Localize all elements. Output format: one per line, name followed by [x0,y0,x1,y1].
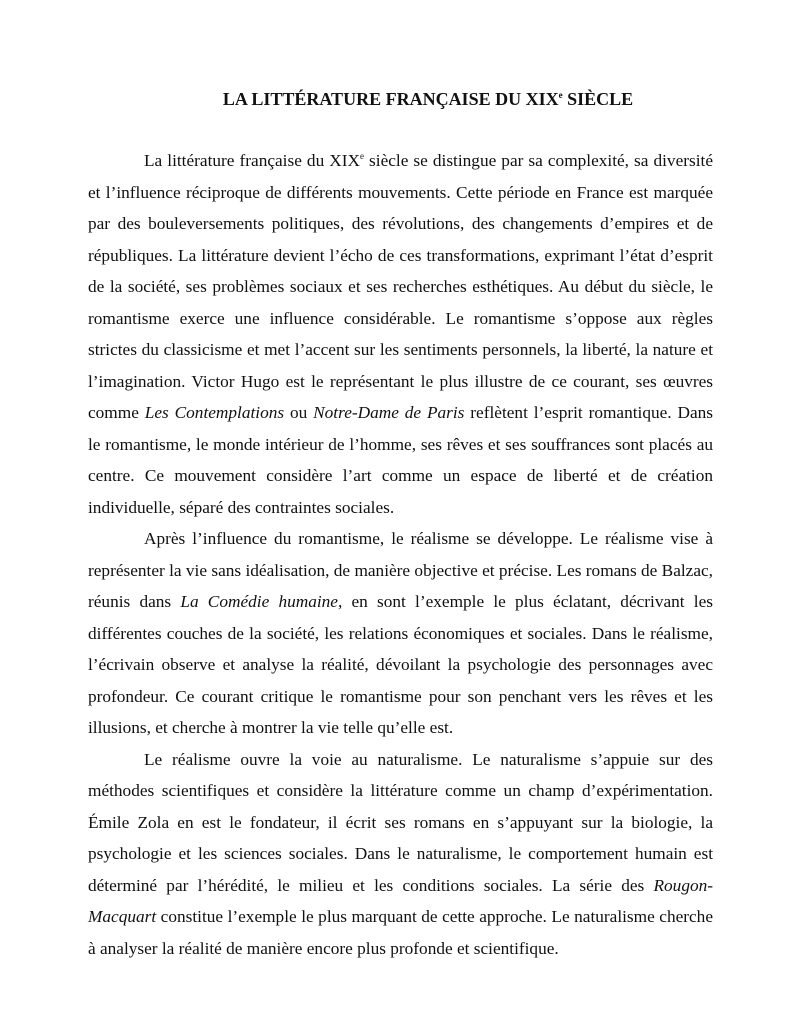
work-title: Notre-Dame de Paris [313,403,465,422]
title-main: LA LITTÉRATURE FRANÇAISE DU XIX [222,89,559,109]
text-run: reflètent l’esprit romantique. Dans le romantisme, le monde intérieur de l’homme, ses rêves et ses souffrances sont placés au centre. Ce mouvement considère l’art comme un espace de liberté et de création individuelle, séparé des contraintes sociales. [88,403,713,517]
work-title: Rougon-Macquart [88,875,713,926]
work-title: Les Contemplations [144,403,285,422]
paragraph-realism [88,523,713,744]
page-title [0,86,800,112]
superscript: e [359,151,364,161]
text-run: constitue l’exemple le plus marquant de cette approche. Le naturalisme cherche à analyser la réalité de manière encore plus profonde et scientifique. [88,907,713,958]
work-title: La Comédie humaine [180,592,338,611]
paragraph-naturalism [88,744,713,965]
text-run: Après l’influence du romantisme, le réalisme se développe. Le réalisme vise à représenter la vie sans idéalisation, de manière objective et précise. Les romans de Balzac, réunis dans [88,529,713,611]
text-run: Le réalisme ouvre la voie au naturalisme. Le naturalisme s’appuie sur des méthodes scientifiques et considère la littérature comme un champ d’expérimentation. Émile Zola en est le fondateur, il écrit ses romans en s’appuyant sur la biologie, la psychologie et les sciences sociales. Dans le naturalisme, le comportement humain est déterminé par l’hérédité, le milieu et les conditions sociales. La série des [88,749,713,895]
paragraph-romanticism [88,145,713,523]
document-body [88,145,713,964]
title-superscript: e [558,90,563,100]
text-run: La littérature française du XIX [144,151,360,170]
text-run: siècle se distingue par sa complexité, sa diversité et l’influence réciproque de différents mouvements. Cette période en France est marquée par des bouleversements politiques, des révolutions, des changements d’empires et de républiques. La littérature devient l’écho de ces transformations, exprimant l’état d’esprit de la société, ses problèmes sociaux et ses recherches esthétiques. Au début du siècle, le romantisme exerce une influence considérable. Le romantisme s’oppose aux règles strictes du classicisme et met l’accent sur les sentiments personnels, la liberté, la nature et l’imagination. Victor Hugo est le représentant le plus illustre de ce courant, ses œuvres comme [88,151,713,422]
text-run: ou [284,403,314,422]
text-run: , en sont l’exemple le plus éclatant, décrivant les différentes couches de la société, les relations économiques et sociales. Dans le réalisme, l’écrivain observe et analyse la réalité, dévoilant la psychologie des personnages avec profondeur. Ce courant critique le romantisme pour son penchant vers les rêves et les illusions, et cherche à montrer la vie telle qu’elle est. [88,592,713,737]
title-end: SIÈCLE [562,89,634,109]
